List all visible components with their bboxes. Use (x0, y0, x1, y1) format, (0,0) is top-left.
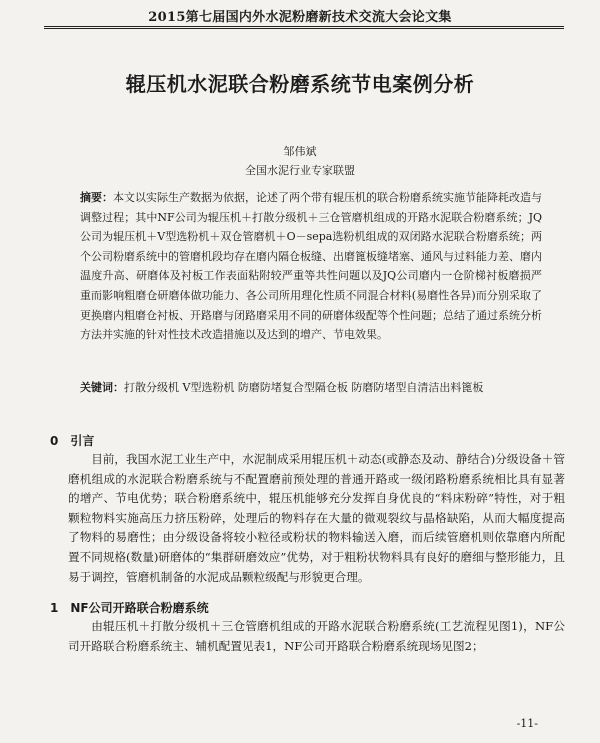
author-name: 邹伟斌 (283, 145, 317, 158)
section-heading-introduction: 0 引言 (50, 434, 95, 448)
paper-title: 辊压机水泥联合粉磨系统节电案例分析 (125, 72, 475, 96)
abstract-text: 本文以实际生产数据为依据，论述了两个带有辊压机的联合粉磨系统实施节能降耗改造与调整过程；其中NF公司为辊压机＋打散分级机＋三仓管磨机组成的开路水泥联合粉磨系统；JQ公司为辊压机＋V型选粉机＋双仓管磨机＋O－sepa选粉机组成的双闭路水泥联合粉磨系统；两个公司粉磨系统中的管磨机段均存在磨内隔仓板缝、出磨篦板缝堵塞、通风与过料能力差、磨内温度升高、研磨体及衬板工作表面粘附较严重等共性问题以及JQ公司磨内一仓阶梯衬板磨损严重而影响粗磨仓研磨体做功能力、各公司所用理化性质不同混合材料(易磨性各异)而分别采取了更换磨内粗磨仓衬板、开路磨与闭路磨采用不同的研磨体级配等个性问题；总结了通过系统分析方法并实施的针对性技术改造措施以及达到的增产、节电效果。 (80, 191, 542, 342)
page-number: -11- (516, 717, 538, 730)
keywords-label: 关键词： (80, 381, 124, 394)
header-rule-thin (44, 28, 564, 29)
author-affiliation: 全国水泥行业专家联盟 (245, 164, 355, 177)
abstract-label: 摘要： (80, 191, 113, 204)
running-head: 2015第七届国内外水泥粉磨新技术交流大会论文集 (148, 10, 452, 25)
abstract (80, 188, 542, 345)
body-paragraph: 由辊压机＋打散分级机＋三仓管磨机组成的开路水泥联合粉磨系统(工艺流程见图1)，NF公司开路联合粉磨系统主、辅机配置见表1，NF公司开路联合粉磨系统现场见图2； (68, 619, 565, 653)
body-paragraph: 目前，我国水泥工业生产中，水泥制成采用辊压机＋动态(或静态及动、静结合)分级设备＋管磨机组成的水泥联合粉磨系统与不配置磨前预处理的普通开路或一级闭路粉磨系统相比具有显著的增产、节电优势；联合粉磨系统中，辊压机能够充分发挥自身优良的“料床粉碎”特性，对于粗颗粒物料实施高压力挤压粉碎，处理后的物料存在大量的微观裂纹与晶格缺陷，从而大幅度提高了物料的易磨性；由分级设备将较小粒径或粉状的物料输送入磨，而后续管磨机则依靠磨内所配置不同规格(数量)研磨体的“集群研磨效应”优势，对于粗粉状物料具有良好的磨细与整形能力，且易于调控，管磨机制备的水泥成品颗粒级配与形貌更合理。 (68, 452, 565, 584)
header-rule (44, 26, 564, 27)
keywords-text: 打散分级机 V型选粉机 防磨防堵复合型隔仓板 防磨防堵型自清洁出料篦板 (124, 381, 484, 394)
section-heading-nf-system: 1 NF公司开路联合粉磨系统 (50, 601, 209, 615)
keywords (80, 378, 542, 398)
